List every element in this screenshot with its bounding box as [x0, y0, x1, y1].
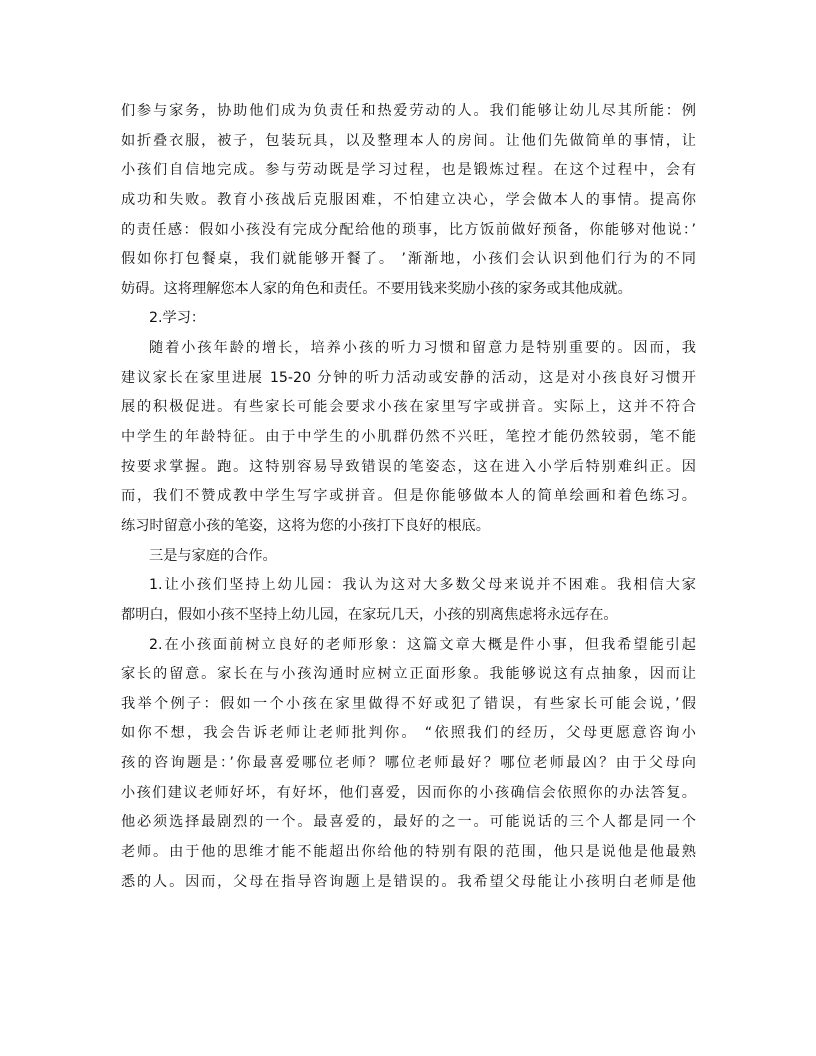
text-line: 2.在小孩面前树立良好的老师形象：这篇文章大概是件小事，但我希望能引起	[149, 636, 696, 653]
text-line: 家长的留意。家长在与小孩沟通时应树立正面形象。我能够说这有点抽象，因而让	[121, 666, 696, 683]
text-line: 而，我们不赞成教中学生写字或拼音。但是你能够做本人的简单绘画和着色练习。	[121, 488, 696, 505]
text-line: 成功和失败。教育小孩战后克服困难，不怕建立决心，学会做本人的事情。提高你	[121, 191, 696, 208]
text-line: 如折叠衣服，被子，包装玩具，以及整理本人的房间。让他们先做简单的事情，让	[121, 132, 696, 149]
text-line: 们参与家务，协助他们成为负责任和热爱劳动的人。我们能够让幼儿尽其所能：例	[121, 103, 696, 119]
text-line: 我举个例子：假如一个小孩在家里做得不好或犯了错误，有些家长可能会说，’假	[121, 695, 696, 712]
section-heading: 2.学习：	[149, 310, 206, 327]
text-line: 孩的咨询题是：’你最喜爱哪位老师？哪位老师最好？哪位老师最凶？由于父母向	[121, 755, 696, 772]
text-line: 1.让小孩们坚持上幼儿园：我认为这对大多数父母来说并不困难。我相信大家	[149, 577, 696, 594]
text-line: 建议家长在家里进展 15-20 分钟的听力活动或安静的活动，这是对小孩良好习惯开	[121, 369, 696, 386]
text-line: 展的积极促进。有些家长可能会要求小孩在家里写字或拼音。实际上，这并不符合	[121, 399, 696, 416]
text-line: 的责任感：假如小孩没有完成分配给他的琐事，比方饭前做好预备，你能够对他说：’	[121, 221, 696, 238]
text-line: 如你不想，我会告诉老师让老师批判你。 “依照我们的经历，父母更愿意咨询小	[121, 725, 696, 742]
text-line: 都明白，假如小孩不坚持上幼儿园，在家玩几天，小孩的别离焦虑将永远存在。	[121, 606, 618, 623]
text-line: 练习时留意小孩的笔姿，这将为您的小孩打下良好的根底。	[121, 517, 490, 534]
text-line: 假如你打包餐桌，我们就能够开餐了。 ’渐渐地，小孩们会认识到他们行为的不同	[121, 251, 696, 268]
text-line: 小孩们自信地完成。参与劳动既是学习过程，也是锻炼过程。在这个过程中，会有	[121, 162, 696, 179]
text-line: 随着小孩年龄的增长，培养小孩的听力习惯和留意力是特别重要的。因而，我	[149, 340, 696, 357]
section-heading: 三是与家庭的合作。	[149, 547, 277, 564]
text-line: 妨碍。这将理解您本人家的角色和责任。不要用钱来奖励小孩的家务或其他成就。	[121, 280, 632, 297]
text-line: 他必须选择最剧烈的一个。最喜爱的，最好的之一。可能说话的三个人都是同一个	[121, 814, 696, 831]
text-line: 悉的人。因而，父母在指导咨询题上是错误的。我希望父母能让小孩明白老师是他	[121, 873, 696, 890]
text-line: 小孩们建议老师好坏，有好坏，他们喜爱，因而你的小孩确信会依照你的办法答复。	[121, 784, 696, 801]
document-body	[121, 97, 696, 897]
text-line: 中学生的年龄特征。由于中学生的小肌群仍然不兴旺，笔控才能仍然较弱，笔不能	[121, 429, 696, 446]
text-line: 按要求掌握。跑。这特别容易导致错误的笔姿态，这在进入小学后特别难纠正。因	[121, 458, 696, 475]
text-line: 老师。由于他的思维才能不能超出你给他的特别有限的范围，他只是说他是他最熟	[121, 844, 696, 861]
